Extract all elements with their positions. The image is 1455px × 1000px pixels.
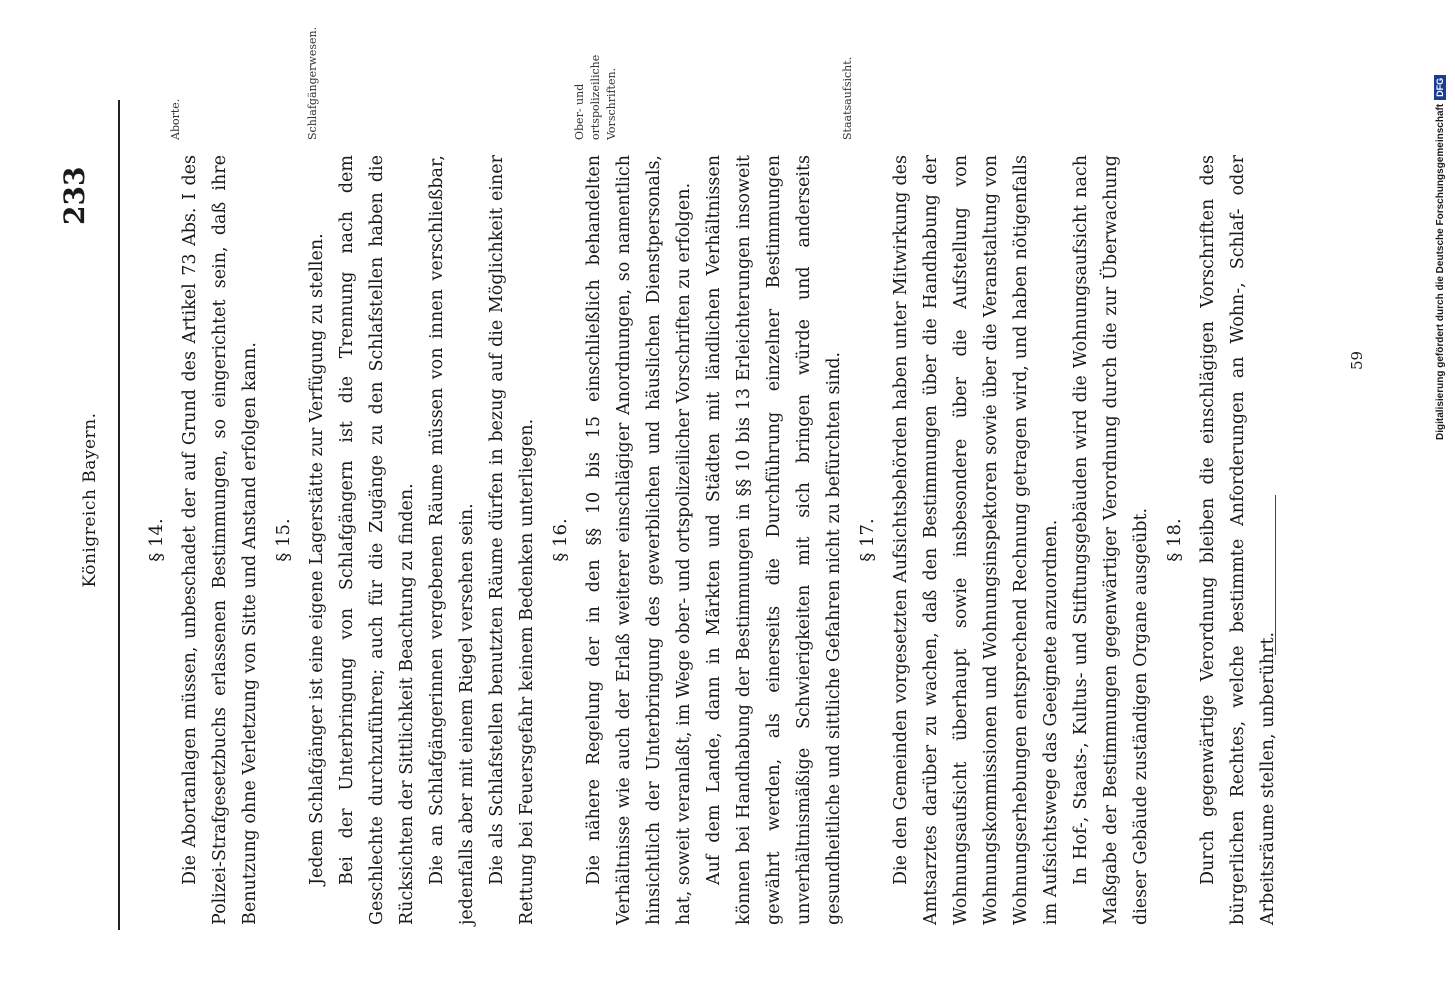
paragraph: Durch gegenwärtige Verordnung bleiben die einschlägigen Vorschriften des bürgerlichen Rechtes, welche bestimmte Anforderungen an Wohn-, Schlaf- oder Arbeitsräume stellen, unberührt.: [1198, 155, 1278, 925]
section-15: [273, 155, 542, 925]
paragraph: Jedem Schlafgänger ist eine eigene Lagerstätte zur Verfügung zu stellen.: [307, 233, 327, 885]
section-heading: § 18.: [1164, 518, 1185, 562]
margin-note-aborte: Aborte.: [169, 98, 182, 140]
paragraph: Die an Schlafgängerinnen vergebenen Räume müssen von innen verschließbar, jedenfalls aber mit einem Riegel versehen sein.: [427, 155, 477, 925]
header-rule: [118, 100, 120, 930]
page-number: 233: [58, 166, 91, 225]
dfg-logo: DFG: [1434, 75, 1446, 100]
section-18: [1164, 155, 1283, 925]
paragraph: Die nähere Regelung der in den §§ 10 bis 15 einschließlich behandelten Verhältnisse wie auch der Erlaß weiterer einschlägiger Anordnungen, so namentlich hinsichtlich der Unterbringung des gewerblichen und häuslichen Dienstpersonals, hat, soweit veranlaßt, im Wege ober- und ortspolizeilicher Vorschriften zu erfolgen.: [584, 155, 694, 925]
margin-note-vorschriften: Ober- und ortspolizeiliche Vorschriften.: [573, 54, 618, 140]
paragraph: In Hof-, Staats-, Kultus- und Stiftungsgebäuden wird die Wohnungsaufsicht nach Maßgabe der Bestimmungen gegenwärtiger Verordnung durch die zur Überwachung dieser Gebäude zuständigen Organe ausgeübt.: [1071, 155, 1151, 925]
paragraph: Die den Gemeinden vorgesetzten Aufsichtsbehörden haben unter Mitwirkung des Amtsarztes darüber zu wachen, daß den Bestimmungen über die Handhabung der Wohnungsaufsicht überhaupt sowie insbesondere über die Aufstellung von Wohnungskommissionen und Wohnungsinspektoren sowie über die Veranstaltung von Wohnungserhebungen entsprechend Rechnung getragen wird, und haben nötigenfalls im Aufsichtswege das Geeignete anzuordnen.: [891, 155, 1061, 925]
running-head: Königreich Bayern.: [80, 412, 100, 588]
closing-rule: [1275, 495, 1276, 655]
section-17: [857, 155, 1156, 925]
paragraph: Die Abortanlagen müssen, unbeschadet der auf Grund des Artikel 73 Abs. I des Polizei-Strafgesetzbuchs erlassenen Bestimmungen, so eingerichtet sein, daß ihre Benutzung ohne Verletzung von Sitte und Anstand erfolgen kann.: [180, 155, 260, 925]
section-16: [550, 155, 849, 925]
section-heading: § 17.: [857, 518, 878, 562]
page-index: 59: [1348, 350, 1366, 370]
text-column: [140, 155, 1291, 925]
paragraph: Bei der Unterbringung von Schlafgängern ist die Trennung nach dem Geschlechte durchzuführen; auch für die Zugänge zu den Schlafstellen haben die Rücksichten der Sittlichkeit Beachtung zu finden.: [337, 155, 417, 925]
margin-note-staatsaufsicht: Staatsaufsicht.: [841, 56, 854, 140]
section-heading: § 16.: [550, 518, 571, 562]
credit-text: Digitalisierung gefördert durch die Deutsche Forschungsgemeinschaft: [1434, 103, 1446, 440]
digitization-credit: [1434, 10, 1446, 440]
paragraph: Auf dem Lande, dann in Märkten und Städten mit ländlichen Verhältnissen können bei Handhabung der Bestimmungen in §§ 10 bis 13 Erleichterungen insoweit gewährt werden, als einerseits die Durchführung einzelner Bestimmungen unverhältnismäßige Schwierigkeiten mit sich bringen würde und anderseits gesundheitliche und sittliche Gefahren nicht zu befürchten sind.: [704, 155, 844, 925]
margin-note-schlafgaenger: Schlafgängerwesen.: [306, 26, 319, 140]
section-heading: § 15.: [273, 518, 294, 562]
section-14: [146, 155, 265, 925]
paragraph: Die als Schlafstellen benutzten Räume dürfen in bezug auf die Möglichkeit einer Rettung bei Feuersgefahr keinem Bedenken unterliegen.: [487, 155, 537, 925]
section-heading: § 14.: [146, 518, 167, 562]
